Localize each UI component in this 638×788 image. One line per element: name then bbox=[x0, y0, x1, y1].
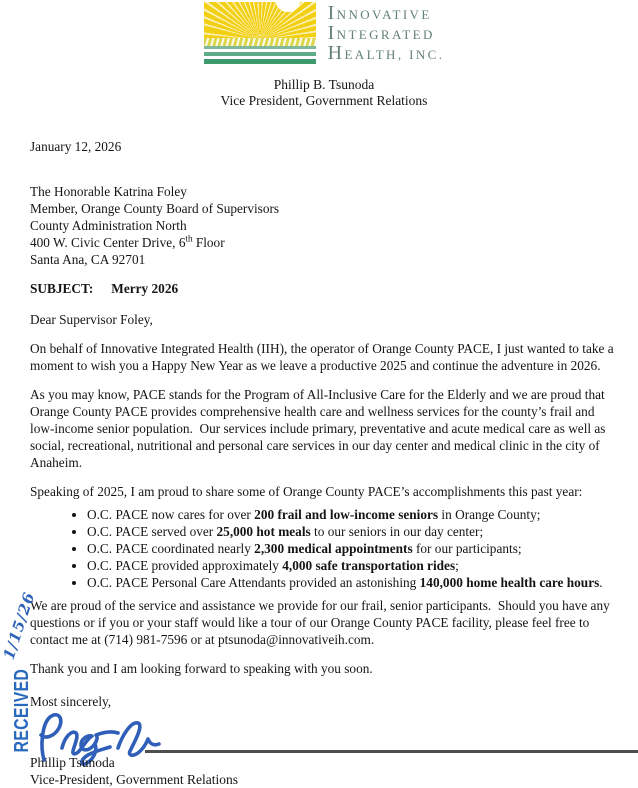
company-initial: H bbox=[327, 42, 345, 64]
list-item bbox=[87, 540, 618, 557]
bullet-text: ; bbox=[455, 558, 459, 573]
company-name-line bbox=[328, 24, 445, 44]
company-logo bbox=[204, 2, 445, 66]
signer-title: Vice-President, Government Relations bbox=[30, 772, 239, 787]
company-initial: I bbox=[327, 22, 337, 44]
bullet-text: O.C. PACE Personal Care Attendants provided an astonishing bbox=[87, 575, 420, 590]
sun-diagonal-stripes bbox=[204, 38, 316, 46]
handwritten-date: 1/15/26 bbox=[0, 589, 39, 662]
bullet-text: O.C. PACE now cares for over bbox=[87, 507, 255, 522]
paragraph-1: On behalf of Innovative Integrated Health (IIH), the operator of Orange County PACE, I just wanted to take a moment to wish you a Happy New Year as we leave a productive 2025 and continue the adventure in 2026. bbox=[30, 341, 617, 373]
letter-date: January 12, 2026 bbox=[30, 139, 122, 154]
accomplishments-list bbox=[30, 506, 618, 591]
paragraph-2: As you may know, PACE stands for the Program of All-Inclusive Care for the Elderly and we are proud that Orange County PACE provides comprehensive health care and wellness services for the county’s frail and low-income senior population. Our services include primary, preventative and acute medical care as well as social, recreational, nutritional and personal care services in our day center and medical clinic in the city of Anaheim. bbox=[30, 387, 609, 470]
street-text: 400 W. Civic Center Drive, 6 bbox=[30, 235, 186, 250]
bullet-text: O.C. PACE provided approximately bbox=[87, 558, 283, 573]
signer-name: Phillip Tsunoda bbox=[30, 755, 115, 770]
received-stamp bbox=[10, 668, 33, 756]
letterhead-contact-title: Vice President, Government Relations bbox=[220, 93, 428, 108]
list-item bbox=[87, 523, 618, 540]
sun-logo-icon bbox=[204, 2, 316, 66]
bullet-text: O.C. PACE coordinated nearly bbox=[87, 541, 255, 556]
recipient-city: Santa Ana, CA 92701 bbox=[30, 252, 146, 267]
ordinal-superscript: th bbox=[185, 233, 193, 244]
bullet-text: in Orange County; bbox=[438, 507, 541, 522]
letter-content bbox=[30, 0, 618, 788]
recipient-street bbox=[30, 234, 618, 251]
bullet-highlight: 4,000 safe transportation rides bbox=[282, 558, 456, 573]
bullet-highlight: 25,000 hot meals bbox=[216, 524, 311, 539]
company-initial: I bbox=[327, 2, 337, 24]
recipient-address bbox=[30, 183, 618, 268]
recipient-name: The Honorable Katrina Foley bbox=[30, 184, 187, 199]
recipient-building: County Administration North bbox=[30, 218, 187, 233]
received-stamp-text: RECEIVED bbox=[10, 668, 33, 753]
bullet-text: O.C. PACE served over bbox=[87, 524, 217, 539]
recipient-title: Member, Orange County Board of Supervisors bbox=[30, 201, 280, 216]
paragraph-4: We are proud of the service and assistance we provide for our frail, senior participants. Should you have any questions or if you or your staff would like a tour of our Orange County PACE facility, please feel free to contact me at (714) 981-7596 or at ptsunoda@innovativeih.com. bbox=[30, 598, 614, 647]
bullet-text: . bbox=[599, 575, 603, 590]
company-name-line bbox=[328, 4, 445, 24]
paragraph-5: Thank you and I am looking forward to speaking with you soon. bbox=[30, 661, 373, 676]
sun-green-stripes bbox=[204, 46, 316, 66]
subject-value: Merry 2026 bbox=[111, 281, 179, 296]
subject-line bbox=[30, 280, 618, 297]
company-name-rest: NTEGRATED bbox=[336, 27, 435, 42]
subject-label: SUBJECT: bbox=[30, 281, 94, 296]
scan-artifact-line bbox=[145, 750, 638, 753]
company-name bbox=[328, 4, 445, 64]
bullet-highlight: 2,300 medical appointments bbox=[254, 541, 413, 556]
company-name-rest: NNOVATIVE bbox=[336, 7, 432, 22]
bullet-highlight: 140,000 home health care hours bbox=[419, 575, 600, 590]
bullet-text: for our participants; bbox=[412, 541, 522, 556]
sun-rays-graphic bbox=[204, 2, 316, 38]
salutation: Dear Supervisor Foley, bbox=[30, 312, 153, 327]
paragraph-3: Speaking of 2025, I am proud to share some of Orange County PACE’s accomplishments this past year: bbox=[30, 484, 583, 499]
list-item bbox=[87, 557, 618, 574]
street-text: Floor bbox=[192, 235, 225, 250]
valediction: Most sincerely, bbox=[30, 694, 112, 709]
list-item bbox=[87, 574, 618, 591]
bullet-text: to our seniors in our day center; bbox=[310, 524, 484, 539]
list-item bbox=[87, 506, 618, 523]
letterhead-contact-name: Phillip B. Tsunoda bbox=[273, 77, 375, 92]
bullet-highlight: 200 frail and low-income seniors bbox=[254, 507, 439, 522]
letterhead bbox=[30, 0, 618, 108]
company-name-rest: EALTH, INC. bbox=[344, 47, 445, 62]
company-name-line bbox=[328, 44, 445, 64]
